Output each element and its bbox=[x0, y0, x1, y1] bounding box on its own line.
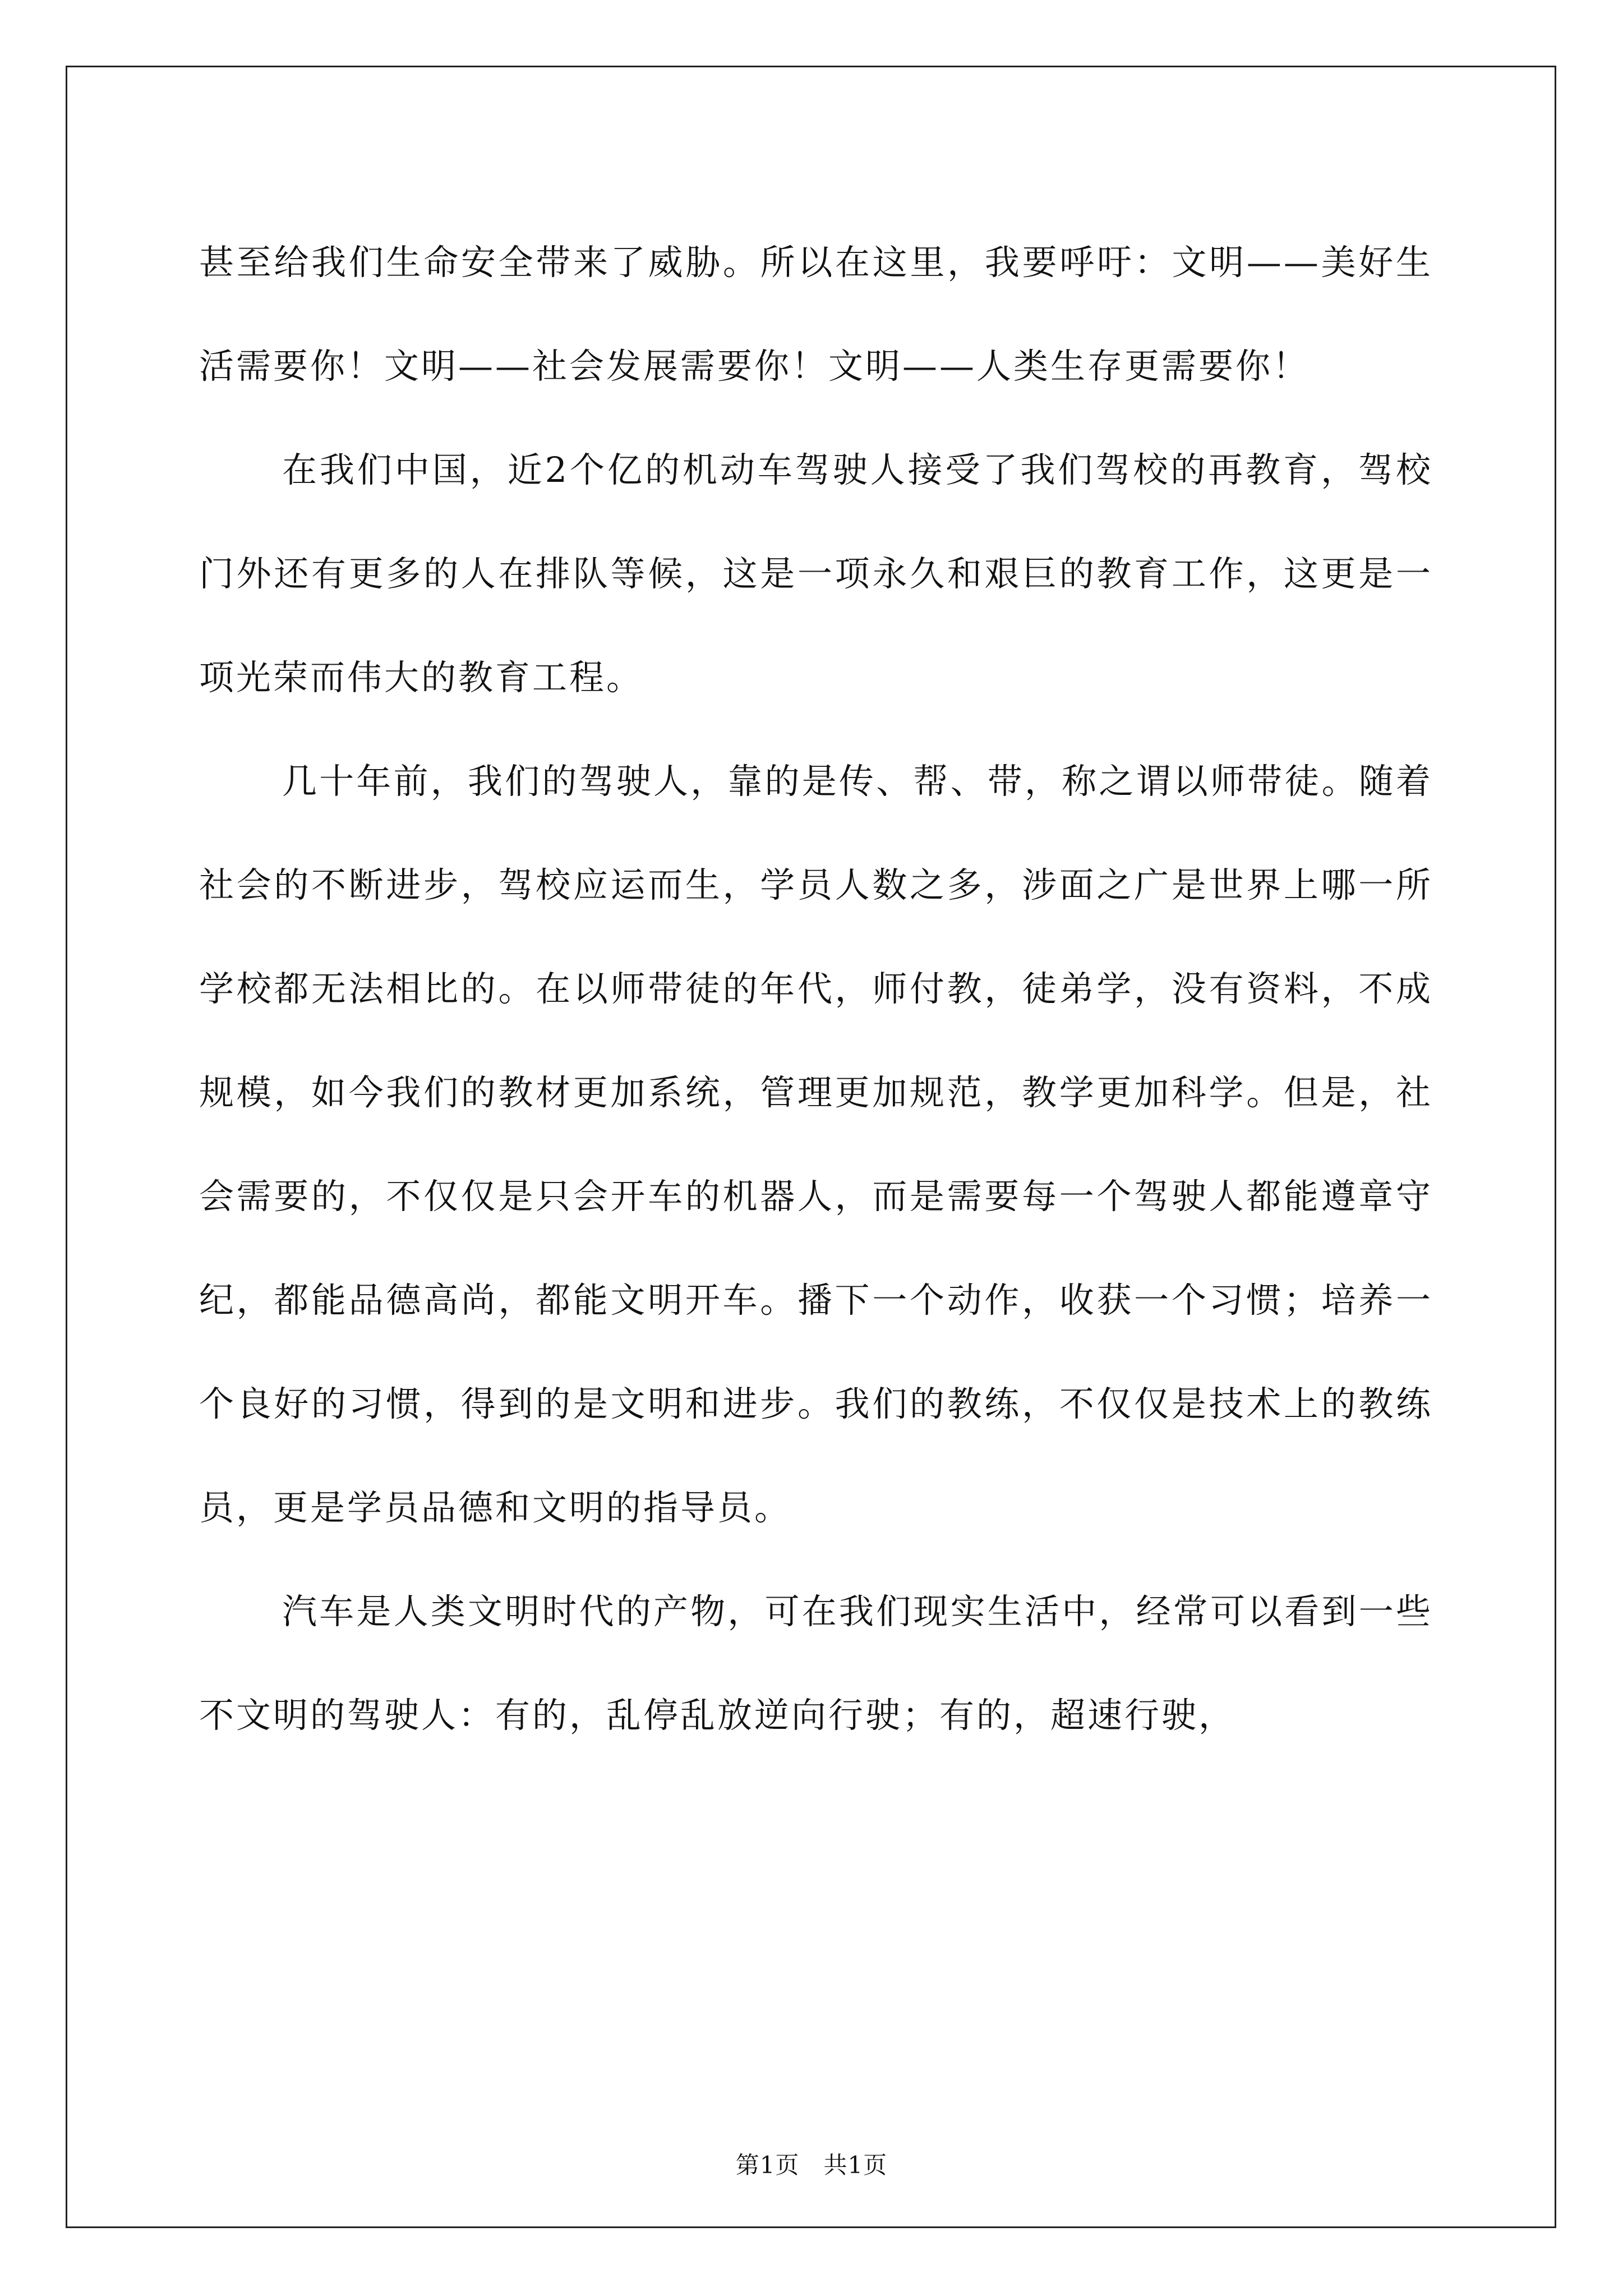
paragraph-4: 汽车是人类文明时代的产物，可在我们现实生活中，经常可以看到一些不文明的驾驶人：有的，乱停乱放逆向行驶；有的，超速行驶， bbox=[199, 1591, 1433, 1736]
paragraph-1: 甚至给我们生命安全带来了威胁。所以在这里，我要呼吁：文明——美好生活需要你！文明——社会发展需要你！文明——人类生存更需要你！ bbox=[199, 242, 1433, 386]
paragraph-3: 几十年前，我们的驾驶人，靠的是传、帮、带，称之谓以师带徒。随着社会的不断进步，驾校应运而生，学员人数之多，涉面之广是世界上哪一所学校都无法相比的。在以师带徒的年代，师付教，徒弟学，没有资料，不成规模，如今我们的教材更加系统，管理更加规范，教学更加科学。但是，社会需要的，不仅仅是只会开车的机器人，而是需要每一个驾驶人都能遵章守纪，都能品德高尚，都能文明开车。播下一个动作，收获一个习惯；培养一个良好的习惯，得到的是文明和进步。我们的教练，不仅仅是技术上的教练员，更是学员品德和文明的指导员。 bbox=[199, 761, 1433, 1528]
page-number-footer: 第1页 共1页 bbox=[735, 2151, 888, 2179]
document-body bbox=[199, 210, 1433, 1767]
paragraph-2: 在我们中国，近2个亿的机动车驾驶人接受了我们驾校的再教育，驾校门外还有更多的人在排队等候，这是一项永久和艰巨的教育工作，这更是一项光荣而伟大的教育工程。 bbox=[199, 449, 1433, 698]
